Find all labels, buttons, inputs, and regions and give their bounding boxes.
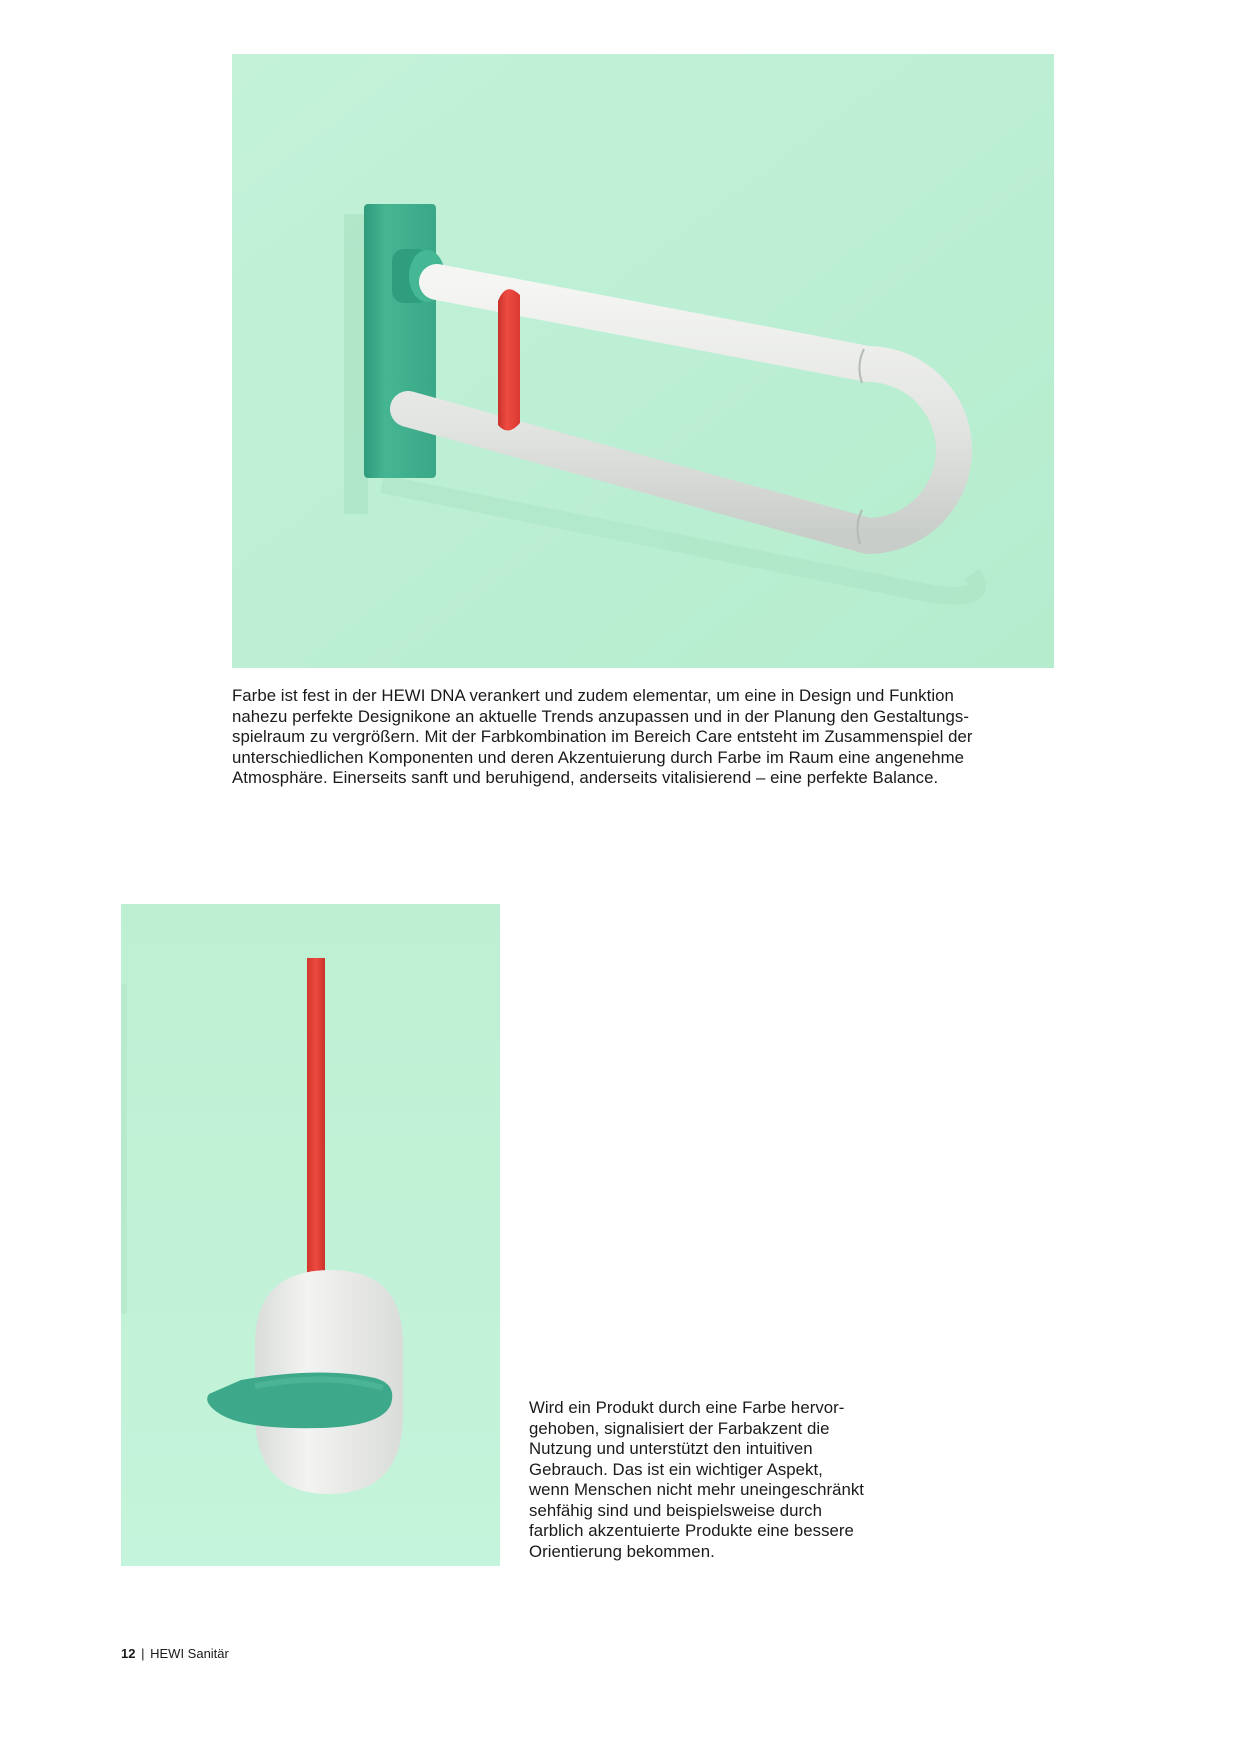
page-footer (121, 1646, 229, 1662)
caption-bottom (529, 1398, 909, 1562)
caption-top-line: spielraum zu vergrößern. Mit der Farbkombination im Bereich Care entsteht im Zusammenspiel der (232, 727, 973, 746)
brush-handle (307, 958, 325, 1288)
caption-bottom-line: wenn Menschen nicht mehr uneingeschränkt (529, 1480, 865, 1499)
toilet-brush-illustration (121, 904, 500, 1566)
page-number: 12 (121, 1646, 136, 1661)
wall-plate (364, 204, 436, 478)
caption-bottom-line: Wird ein Produkt durch eine Farbe hervor- (529, 1398, 845, 1417)
footer-separator: | (141, 1646, 145, 1661)
red-spacer (498, 289, 520, 430)
caption-bottom-line: Nutzung und unterstützt den intuitiven (529, 1439, 813, 1458)
caption-top-line: unterschiedlichen Komponenten und deren Akzentuierung durch Farbe im Raum eine angenehme (232, 747, 965, 767)
caption-top-line: nahezu perfekte Designikone an aktuelle Trends anzupassen und in der Planung den Gestaltungs- (232, 706, 969, 726)
toilet-brush-photo (121, 904, 500, 1566)
caption-top (232, 686, 1062, 789)
caption-top-line: Atmosphäre. Einerseits sanft und beruhigend, anderseits vitalisierend – eine perfekte Balance. (232, 768, 939, 787)
caption-bottom-line: Gebrauch. Das ist ein wichtiger Aspekt, (529, 1459, 823, 1479)
caption-bottom-line: gehoben, signalisiert der Farbakzent die (529, 1418, 830, 1438)
caption-bottom-line: Orientierung bekommen. (529, 1541, 715, 1561)
publication-name: HEWI Sanitär (150, 1646, 229, 1661)
caption-top-paragraph (232, 686, 1062, 789)
grab-bar-photo (232, 54, 1054, 668)
caption-bottom-line: farblich akzentuierte Produkte eine bessere (529, 1521, 854, 1540)
grab-bar-illustration (232, 54, 1054, 668)
caption-top-line: Farbe ist fest in der HEWI DNA verankert und zudem elementar, um eine in Design und Funktion (232, 686, 954, 705)
caption-bottom-line: sehfähig sind und beispielsweise durch (529, 1500, 822, 1520)
caption-bottom-paragraph (529, 1398, 909, 1562)
